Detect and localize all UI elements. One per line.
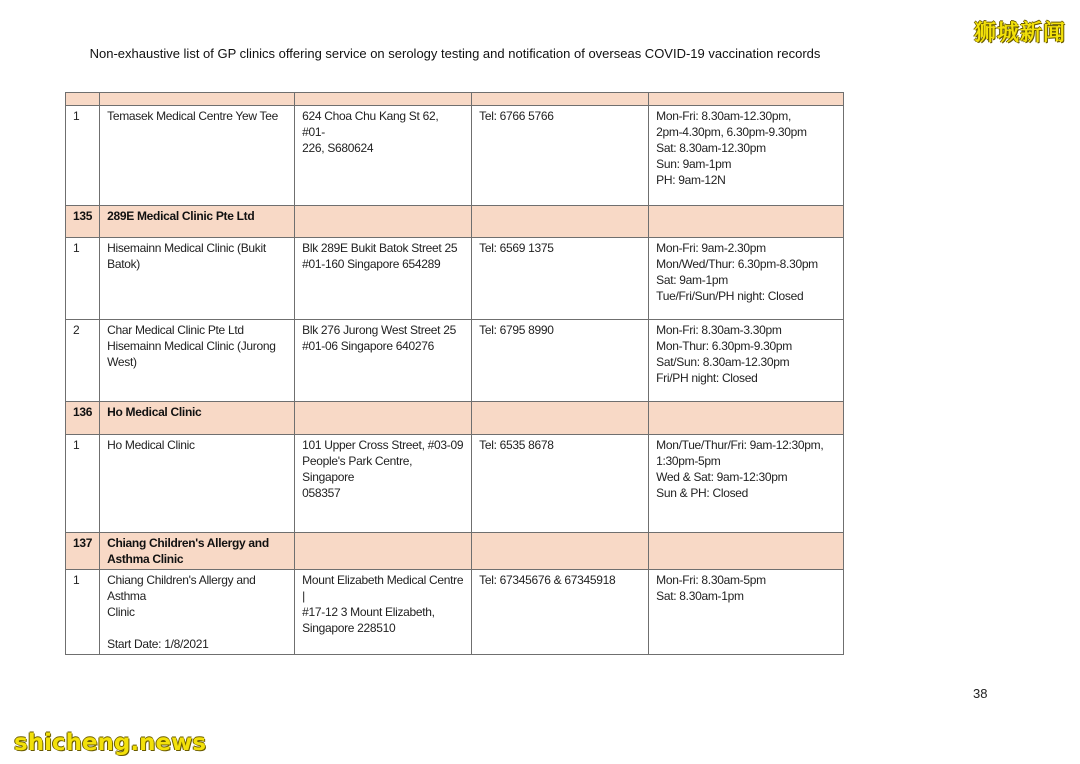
clinic-name: Temasek Medical Centre Yew Tee [100,106,295,206]
clinic-address: Blk 289E Bukit Batok Street 25 #01-160 Singapore 654289 [295,238,472,320]
row-number: 2 [66,320,100,402]
clinic-tel: Tel: 6766 5766 [472,106,649,206]
watermark-top: 狮城新闻 [973,21,1066,46]
group-number: 136 [66,402,100,435]
group-name: Ho Medical Clinic [100,402,295,435]
clinic-name: Ho Medical Clinic [100,435,295,533]
clinic-tel: Tel: 67345676 & 67345918 [472,570,649,655]
table-header-row [66,93,844,106]
clinic-hours: Mon-Fri: 8.30am-12.30pm, 2pm-4.30pm, 6.30pm-9.30pm Sat: 8.30am-12.30pm Sun: 9am-1pm PH: 9am-12N [649,106,844,206]
group-row [66,206,844,238]
table-row [66,435,844,533]
row-number: 1 [66,106,100,206]
row-number: 1 [66,435,100,533]
clinic-tel: Tel: 6795 8990 [472,320,649,402]
clinic-address: Mount Elizabeth Medical Centre | #17-12 3 Mount Elizabeth, Singapore 228510 [295,570,472,655]
clinic-address: Blk 276 Jurong West Street 25 #01-06 Singapore 640276 [295,320,472,402]
table-row [66,238,844,320]
page-title: Non-exhaustive list of GP clinics offering service on serology testing and notification of overseas COVID-19 vaccination records [89,46,821,61]
group-number: 137 [66,533,100,570]
clinic-address: 624 Choa Chu Kang St 62, #01- 226, S680624 [295,106,472,206]
row-number: 1 [66,570,100,655]
group-name: 289E Medical Clinic Pte Ltd [100,206,295,238]
clinic-name: Hisemainn Medical Clinic (Bukit Batok) [100,238,295,320]
table-row [66,106,844,206]
start-date: Start Date: 1/8/2021 [107,637,209,651]
clinic-hours: Mon-Fri: 9am-2.30pm Mon/Wed/Thur: 6.30pm-8.30pm Sat: 9am-1pm Tue/Fri/Sun/PH night: Closed [649,238,844,320]
clinic-table [65,92,844,655]
table-row [66,320,844,402]
group-number: 135 [66,206,100,238]
clinic-tel: Tel: 6569 1375 [472,238,649,320]
group-row [66,533,844,570]
page-number: 38 [973,686,988,701]
clinic-name: Chiang Children's Allergy and Asthma Clinic Start Date: 1/8/2021 [100,570,295,655]
clinic-hours: Mon/Tue/Thur/Fri: 9am-12:30pm, 1:30pm-5pm Wed & Sat: 9am-12:30pm Sun & PH: Closed [649,435,844,533]
clinic-address: 101 Upper Cross Street, #03-09 People's Park Centre, Singapore 058357 [295,435,472,533]
clinic-hours: Mon-Fri: 8.30am-3.30pm Mon-Thur: 6.30pm-9.30pm Sat/Sun: 8.30am-12.30pm Fri/PH night: Closed [649,320,844,402]
clinic-tel: Tel: 6535 8678 [472,435,649,533]
clinic-name: Char Medical Clinic Pte Ltd Hisemainn Medical Clinic (Jurong West) [100,320,295,402]
group-name: Chiang Children's Allergy and Asthma Clinic [100,533,295,570]
group-row [66,402,844,435]
watermark-bottom: shicheng.news [14,730,207,756]
table-row [66,570,844,655]
clinic-hours: Mon-Fri: 8.30am-5pm Sat: 8.30am-1pm [649,570,844,655]
row-number: 1 [66,238,100,320]
